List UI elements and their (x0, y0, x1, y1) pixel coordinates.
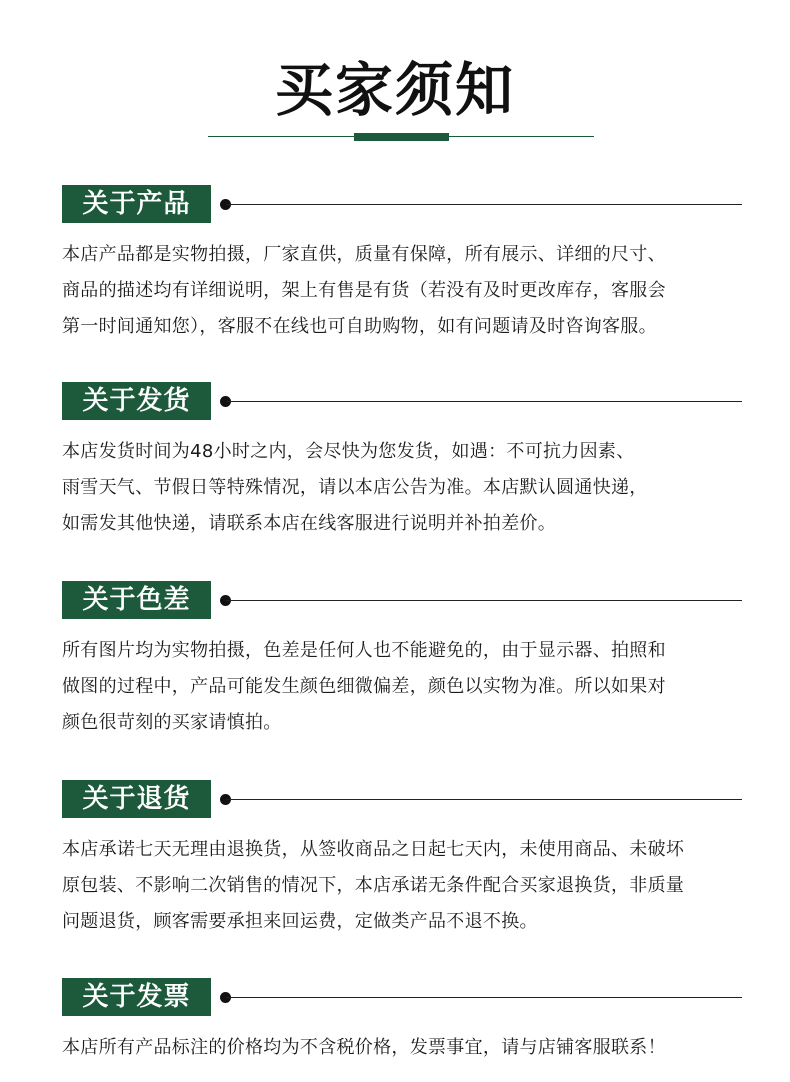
divider-line (226, 600, 742, 601)
divider-line (226, 799, 742, 800)
body-line: 如需发其他快递，请联系本店在线客服进行说明并补拍差价。 (62, 513, 557, 534)
body-line: 所有图片均为实物拍摄，色差是任何人也不能避免的，由于显示器、拍照和 (62, 640, 666, 661)
divider-line (226, 204, 742, 205)
section-body (62, 633, 742, 741)
body-line: 颜色很苛刻的买家请慎拍。 (62, 712, 282, 733)
divider-line (226, 401, 742, 402)
section-heading: 关于产品 (62, 185, 211, 223)
body-line: 本店所有产品标注的价格均为不含税价格，发票事宜，请与店铺客服联系！ (62, 1037, 666, 1058)
body-line: 本店承诺七天无理由退换货，从签收商品之日起七天内，未使用商品、未破坏 (62, 839, 685, 860)
section-body (62, 237, 742, 345)
section-heading: 关于发货 (62, 382, 211, 420)
divider-line (226, 997, 742, 998)
body-line: 做图的过程中，产品可能发生颜色细微偏差，颜色以实物为准。所以如果对 (62, 676, 666, 697)
section-body (62, 832, 742, 940)
section-body (62, 1030, 742, 1066)
section-heading: 关于发票 (62, 978, 211, 1016)
body-line: 问题退货，顾客需要承担来回运费，定做类产品不退不换。 (62, 911, 538, 932)
body-line: 商品的描述均有详细说明，架上有售是有货（若没有及时更改库存，客服会 (62, 280, 666, 301)
page-title: 买家须知 (274, 56, 515, 124)
body-line: 雨雪天气、节假日等特殊情况，请以本店公告为准。本店默认圆通快递， (62, 477, 648, 498)
section-heading: 关于退货 (62, 780, 211, 818)
section-body (62, 434, 742, 542)
title-divider-accent (354, 133, 449, 141)
body-line: 本店发货时间为48小时之内，会尽快为您发货，如遇：不可抗力因素、 (62, 441, 635, 462)
body-line: 原包装、不影响二次销售的情况下，本店承诺无条件配合买家退换货，非质量 (62, 875, 685, 896)
body-line: 本店产品都是实物拍摄，厂家直供，质量有保障，所有展示、详细的尺寸、 (62, 244, 666, 265)
body-line: 第一时间通知您），客服不在线也可自助购物，如有问题请及时咨询客服。 (62, 316, 657, 337)
section-heading: 关于色差 (62, 581, 211, 619)
